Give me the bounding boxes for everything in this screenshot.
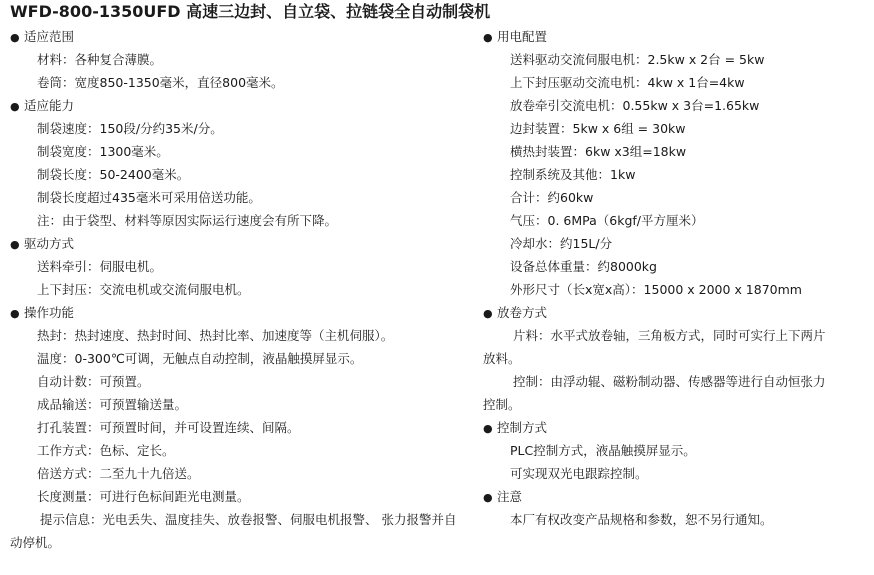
spec-line: 合计：约60kw <box>510 190 594 205</box>
spec-line: 放卷牵引交流电机：0.55kw x 3台=1.65kw <box>510 98 760 113</box>
section-heading-power: ● 用电配置 <box>483 25 865 48</box>
unwind-control-line-continued: 控制。 <box>483 397 521 412</box>
unwind-film-line: 片料：水平式放卷轴，三角板方式，同时可实行上下两片 <box>513 328 826 343</box>
spec-line: 自动计数：可预置。 <box>37 374 150 389</box>
bullet-icon: ● <box>10 307 20 320</box>
bullet-icon: ● <box>483 422 493 435</box>
spec-line: 控制系统及其他：1kw <box>510 167 636 182</box>
section-heading-notice: ● 注意 <box>483 485 865 508</box>
spec-line: 打孔装置：可预置时间，并可设置连续、间隔。 <box>37 420 300 435</box>
page-title: WFD-800-1350UFD 高速三边封、自立袋、拉链袋全自动制袋机 <box>10 2 491 21</box>
spec-line: 制袋长度：50-2400毫米。 <box>37 167 190 182</box>
section-heading-operation: ● 操作功能 <box>10 301 486 324</box>
spec-line: 设备总体重量：约8000kg <box>510 259 657 274</box>
spec-line: 工作方式：色标、定长。 <box>37 443 175 458</box>
notice-line: 本厂有权改变产品规格和参数，恕不另行通知。 <box>510 512 773 527</box>
spec-line: 注：由于袋型、材料等原因实际运行速度会有所下降。 <box>37 213 338 228</box>
spec-line: 横热封装置：6kw x3组=18kw <box>510 144 687 159</box>
left-column <box>10 25 486 554</box>
spec-line: 成品输送：可预置输送量。 <box>37 397 188 412</box>
unwind-film-line-continued: 放料。 <box>483 351 521 366</box>
right-column <box>483 25 865 531</box>
alarm-line-continued: 动停机。 <box>10 535 61 550</box>
alarm-line: 提示信息：光电丢失、温度挂失、放卷报警、伺服电机报警、 张力报警并自 <box>40 512 457 527</box>
bullet-icon: ● <box>483 491 493 504</box>
spec-line: 制袋长度超过435毫米可采用倍送功能。 <box>37 190 261 205</box>
spec-line: 长度测量：可进行色标间距光电测量。 <box>37 489 250 504</box>
unwind-control-line: 控制：由浮动辊、磁粉制动器、传感器等进行自动恒张力 <box>513 374 826 389</box>
spec-line: PLC控制方式，液晶触摸屏显示。 <box>510 443 696 458</box>
section-heading-drive: ● 驱动方式 <box>10 232 486 255</box>
spec-line: 制袋宽度：1300毫米。 <box>37 144 169 159</box>
spec-line: 材料：各种复合薄膜。 <box>37 52 163 67</box>
bullet-icon: ● <box>10 238 20 251</box>
section-heading-capacity: ● 适应能力 <box>10 94 486 117</box>
spec-line: 卷筒：宽度850-1350毫米，直径800毫米。 <box>37 75 284 90</box>
spec-line: 制袋速度：150段/分约35米/分。 <box>37 121 223 136</box>
spec-line: 送料驱动交流伺服电机：2.5kw x 2台 = 5kw <box>510 52 765 67</box>
section-heading-scope: ● 适应范围 <box>10 25 486 48</box>
spec-line: 上下封压：交流电机或交流伺服电机。 <box>37 282 250 297</box>
spec-line: 温度：0-300℃可调，无触点自动控制，液晶触摸屏显示。 <box>37 351 363 366</box>
spec-line: 上下封压驱动交流电机：4kw x 1台=4kw <box>510 75 745 90</box>
spec-line: 可实现双光电跟踪控制。 <box>510 466 648 481</box>
bullet-icon: ● <box>10 100 20 113</box>
bullet-icon: ● <box>483 31 493 44</box>
spec-line: 倍送方式：二至九十九倍送。 <box>37 466 200 481</box>
spec-line: 热封：热封速度、热封时间、热封比率、加速度等（主机伺服）。 <box>37 328 394 343</box>
bullet-icon: ● <box>10 31 20 44</box>
spec-line: 外形尺寸（长x宽x高）：15000 x 2000 x 1870mm <box>510 282 802 297</box>
spec-line: 送料牵引：伺服电机。 <box>37 259 163 274</box>
spec-line: 边封装置：5kw x 6组 = 30kw <box>510 121 686 136</box>
section-heading-control: ● 控制方式 <box>483 416 865 439</box>
spec-line: 冷却水：约15L/分 <box>510 236 613 251</box>
spec-line: 气压：0. 6MPa（6kgf/平方厘米） <box>510 213 704 228</box>
bullet-icon: ● <box>483 307 493 320</box>
section-heading-unwind: ● 放卷方式 <box>483 301 865 324</box>
